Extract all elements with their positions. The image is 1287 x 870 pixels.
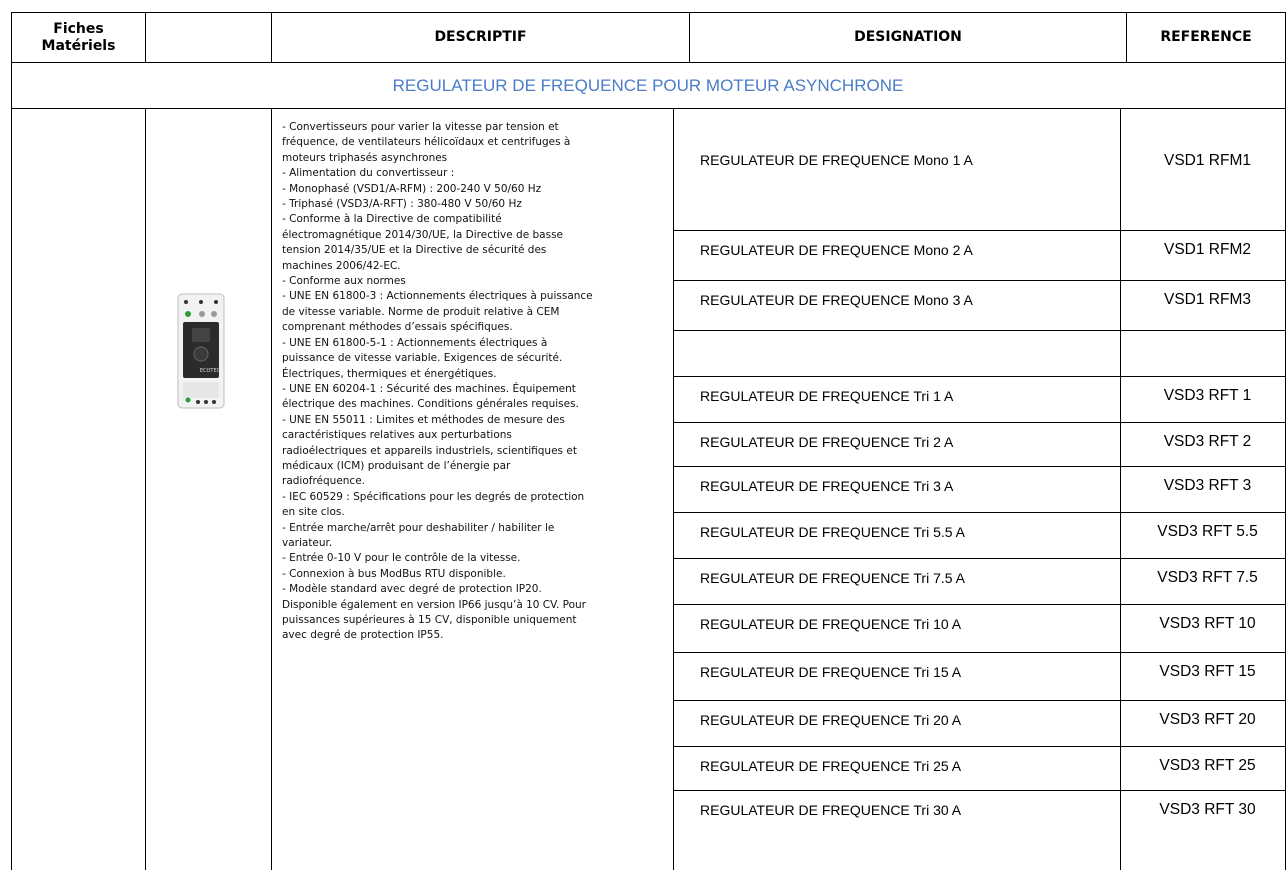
body-divider-fiches: [145, 108, 146, 870]
header-designation: DESIGNATION: [854, 29, 962, 45]
designation-cell: REGULATEUR DE FREQUENCE Tri 25 A: [700, 758, 962, 774]
reference-cell: VSD1 RFM2: [1164, 241, 1251, 258]
description-line: - Modèle standard avec degré de protection IP20.: [282, 583, 542, 596]
description-line: machines 2006/42-EC.: [282, 259, 401, 272]
description-line: - Connexion à bus ModBus RTU disponible.: [282, 567, 506, 580]
reference-cell: VSD3 RFT 2: [1163, 433, 1252, 450]
reference-cell: VSD3 RFT 30: [1159, 801, 1256, 818]
description-text: [282, 120, 678, 644]
description-line: - UNE EN 60204-1 : Sécurité des machines. Équipement: [282, 382, 576, 395]
designation-cell: REGULATEUR DE FREQUENCE Tri 2 A: [700, 434, 954, 450]
row-divider: [673, 466, 1285, 467]
description-line: électrique des machines. Conditions générales requises.: [282, 398, 579, 411]
body-divider-image: [271, 108, 272, 870]
row-divider: [673, 652, 1285, 653]
row-divider: [673, 746, 1285, 747]
column-divider-left-edge: [11, 12, 12, 870]
description-line: - Triphasé (VSD3/A-RFT) : 380-480 V 50/60 Hz: [282, 198, 522, 211]
description-line: tension 2014/35/UE et la Directive de sécurité des: [282, 244, 547, 257]
reference-cell: VSD1 RFM1: [1164, 152, 1251, 169]
description-line: avec degré de protection IP55.: [282, 629, 444, 642]
header-fiches-materiels: [12, 13, 145, 62]
description-line: en site clos.: [282, 506, 345, 519]
row-divider: [673, 790, 1285, 791]
row-divider: [673, 230, 1285, 231]
row-divider: [673, 376, 1285, 377]
description-line: - Entrée marche/arrêt pour deshabiliter / habiliter le: [282, 521, 555, 534]
description-line: - Entrée 0-10 V pour le contrôle de la vitesse.: [282, 552, 521, 565]
designation-cell: REGULATEUR DE FREQUENCE Tri 5.5 A: [700, 524, 966, 540]
description-line: fréquence, de ventilateurs hélicoïdaux et centrifuges à: [282, 136, 571, 149]
designation-cell: REGULATEUR DE FREQUENCE Tri 20 A: [700, 712, 962, 728]
reference-cell: VSD3 RFT 5.5: [1157, 523, 1258, 540]
description-line: - Alimentation du convertisseur :: [282, 167, 455, 180]
description-line: caractéristiques relatives aux perturbations: [282, 429, 512, 442]
designation-cell: REGULATEUR DE FREQUENCE Tri 7.5 A: [700, 570, 966, 586]
description-line: - Monophasé (VSD1/A-RFM) : 200-240 V 50/60 Hz: [282, 182, 542, 195]
designation-cell: REGULATEUR DE FREQUENCE Mono 1 A: [700, 152, 973, 168]
description-line: médicaux (ICM) produisant de l’énergie par: [282, 459, 511, 472]
description-line: - Conforme à la Directive de compatibilité: [282, 213, 502, 226]
header-fiches-line2: Matériels: [41, 37, 116, 54]
reference-cell: VSD3 RFT 25: [1159, 757, 1256, 774]
reference-cell: VSD3 RFT 15: [1159, 663, 1256, 680]
designation-cell: REGULATEUR DE FREQUENCE Tri 30 A: [700, 802, 962, 818]
body-divider-right-edge: [1285, 108, 1286, 870]
designation-cell: REGULATEUR DE FREQUENCE Tri 10 A: [700, 616, 962, 632]
description-line: électromagnétique 2014/30/UE, la Directive de basse: [282, 228, 564, 241]
row-divider: [673, 512, 1285, 513]
description-line: - UNE EN 61800-5-1 : Actionnements électriques à: [282, 336, 548, 349]
reference-cell: VSD3 RFT 7.5: [1157, 569, 1258, 586]
description-line: - Conforme aux normes: [282, 275, 406, 288]
header-fiches-line1: Fiches: [53, 20, 104, 37]
description-line: radioélectriques et appareils industriels, scientifiques et: [282, 444, 577, 457]
description-line: - UNE EN 55011 : Limites et méthodes de mesure des: [282, 413, 565, 426]
device-brand-label: ECOTEC: [199, 368, 221, 374]
description-line: puissances supérieures à 15 CV, disponible uniquement: [282, 614, 577, 626]
description-line: - Convertisseurs pour varier la vitesse par tension et: [282, 121, 559, 133]
designation-cell: REGULATEUR DE FREQUENCE Mono 2 A: [700, 242, 973, 258]
row-divider: [673, 700, 1285, 701]
description-line: moteurs triphasés asynchrones: [282, 151, 448, 164]
reference-cell: VSD3 RFT 10: [1159, 615, 1256, 632]
description-line: puissance de vitesse variable. Exigences de sécurité.: [282, 352, 563, 365]
section-bottom-border: [11, 108, 1285, 109]
description-line: Électriques, thermiques et énergétiques.: [282, 367, 497, 380]
description-line: comprenant méthodes d’essais spécifiques.: [282, 321, 513, 334]
row-divider: [673, 604, 1285, 605]
frequency-regulator-device-icon: [172, 292, 230, 412]
column-divider-right-edge: [1285, 12, 1286, 108]
header-reference: REFERENCE: [1160, 29, 1252, 45]
section-title: REGULATEUR DE FREQUENCE POUR MOTEUR ASYNCHRONE: [392, 75, 904, 95]
designation-cell: REGULATEUR DE FREQUENCE Tri 15 A: [700, 664, 962, 680]
body-divider-designation: [1120, 108, 1121, 870]
device-illustration: [172, 292, 230, 412]
designation-cell: REGULATEUR DE FREQUENCE Tri 1 A: [700, 388, 954, 404]
reference-cell: VSD3 RFT 1: [1163, 387, 1252, 404]
row-divider: [673, 280, 1285, 281]
description-line: - UNE EN 61800-3 : Actionnements électriques à puissance: [282, 290, 593, 303]
description-line: Disponible également en version IP66 jusqu’à 10 CV. Pour: [282, 598, 586, 611]
row-divider: [673, 422, 1285, 423]
row-divider: [673, 330, 1285, 331]
row-divider: [673, 558, 1285, 559]
designation-cell: REGULATEUR DE FREQUENCE Tri 3 A: [700, 478, 954, 494]
designation-cell: REGULATEUR DE FREQUENCE Mono 3 A: [700, 292, 973, 308]
description-line: - IEC 60529 : Spécifications pour les degrés de protection: [282, 490, 585, 503]
header-image: [146, 13, 271, 62]
description-line: radiofréquence.: [282, 475, 366, 488]
description-line: de vitesse variable. Norme de produit relative à CEM: [282, 305, 560, 318]
reference-cell: VSD3 RFT 3: [1163, 477, 1252, 494]
reference-cell: VSD1 RFM3: [1164, 291, 1251, 308]
header-descriptif: DESCRIPTIF: [434, 29, 527, 45]
description-line: variateur.: [282, 536, 333, 549]
reference-cell: VSD3 RFT 20: [1159, 711, 1256, 728]
